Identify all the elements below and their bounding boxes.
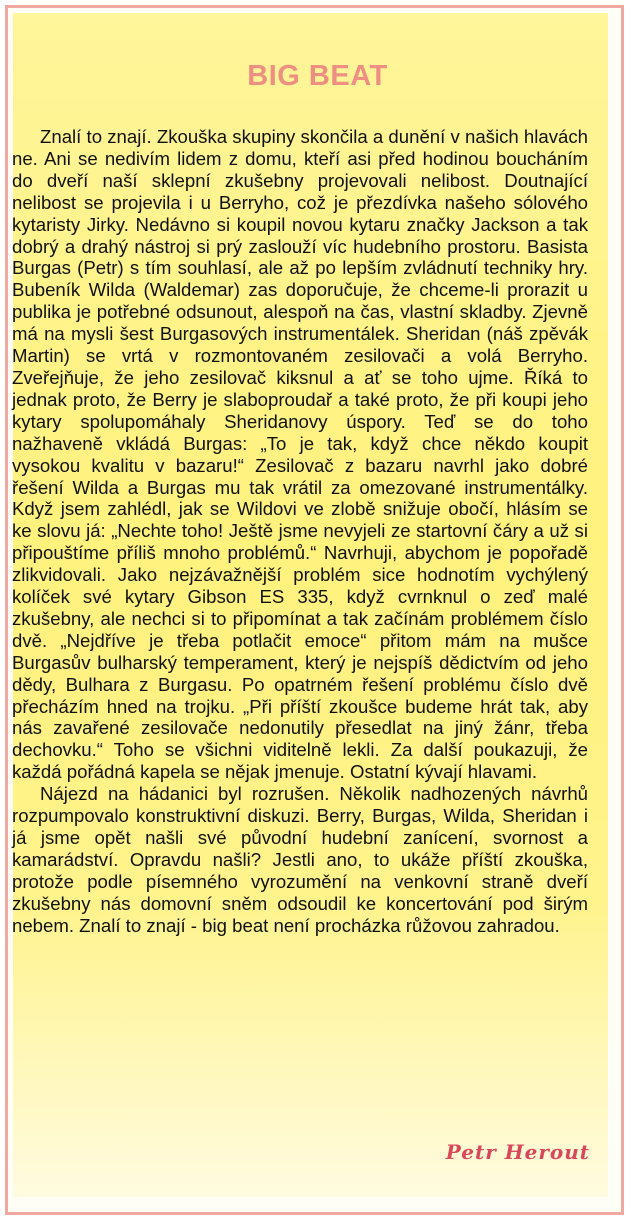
paragraph-1: Znalí to znají. Zkouška skupiny skončila a dunění v našich hlavách ne. Ani se nedivím lidem z domu, kteří asi před hodinou boucháním do dveří naší sklepní zkušebny projevovali nelibost. Doutnající nelibost se projevila i u Berryho, což je přezdívka našeho sólového kytaristy Jirky. Nedávno si koupil novou kytaru značky Jackson a tak dobrý a drahý nástroj si prý zaslouží víc hudebního prostoru. Basista Burgas (Petr) s tím souhlasí, ale až po lepším zvládnutí techniky hry. Bubeník Wilda (Waldemar) zas doporučuje, že chceme-li prorazit u publika je potřebné odsunout, alespoň na čas, vlastní skladby. Zjevně má na mysli šest Burgasových instrumentálek. Sheridan (náš zpěvák Martin) se vrtá v rozmontovaném zesilovači a volá Berryho. Zveřejňuje, že jeho zesilovač kiksnul a ať se toho ujme. Říká to jednak proto, že Berry je slaboproudař a také proto, že při koupi jeho kytary spolupomáhaly Sheridanovy úspory. Teď se do toho nažhaveně vkládá Burgas: „To je tak, když chce někdo koupit vysokou kvalitu v bazaru!“ Zesilovač z bazaru navrhl jako dobré řešení Wilda a Burgas mu tak vrátil za omezované instrumentálky. Když jsem zahlédl, jak se Wildovi ve zlobě snižuje obočí, hlásím se ke slovu já: „Nechte toho! Ještě jsme nevyjeli ze startovní čáry a už si připouštíme příliš mnoho problémů.“ Navrhuji, abychom je popořadě zlikvidovali. Jako nejzávažnější problém sice hodnotím vychýlený kolíček své kytary Gibson ES 335, když cvrnknul o zeď malé zkušebny, ale nechci si to připomínat a tak začínám problémem číslo dvě. „Nejdříve je třeba potlačit emoce“ přitom mám na mušce Burgasův bulharský temperament, který je nejspíš dědictvím od jeho dědy, Bulhara z Burgasu. Po opatrném řešení problému číslo dvě přecházím hned na trojku. „Při příští zkoušce budeme hrát tak, aby nás zavařené zesilovače nedonutily přesedlat na jiný žánr, třeba dechovku.“ Toho se všichni viditelně lekli. Za další poukazuji, že každá pořádná kapela se nějak jmenuje. Ostatní kývají hlavami. [12, 126, 588, 783]
paragraph-2: Nájezd na hádanici byl rozrušen. Několik nadhozených návrhů rozpumpovalo konstruktivní diskuzi. Berry, Burgas, Wilda, Sheridan i já jsme opět našli své původní hudební zanícení, svornost a kamarádství. Opravdu našli? Jestli ano, to ukáže příští zkouška, protože podle písemného vyrozumění na venkovní straně dveří zkušebny nás domovní sněm odsoudil ke koncertování pod širým nebem. Znalí to znají - big beat není procházka růžovou zahradou. [12, 783, 588, 936]
author-signature: Petr Herout [445, 1140, 590, 1164]
article-body [12, 126, 588, 937]
article-title: BIG BEAT [247, 60, 388, 92]
